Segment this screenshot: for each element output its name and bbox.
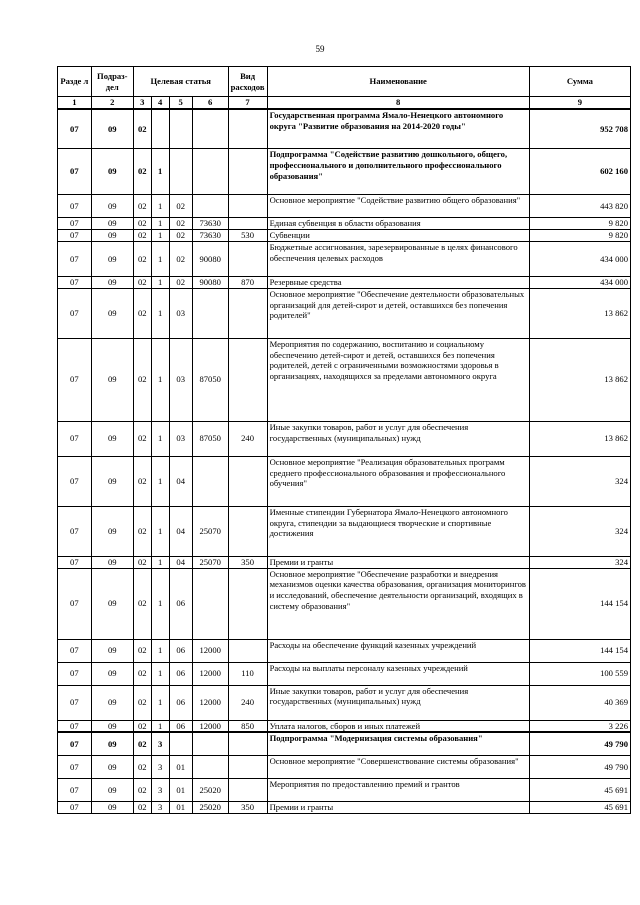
budget-table bbox=[57, 66, 631, 814]
name-cell: Именные стипендии Губернатора Ямало-Ненецкого автономного округа, стипендии за выдающиеся творческие и спортивные достижения bbox=[267, 506, 529, 556]
direction-code-cell bbox=[192, 109, 228, 149]
podrazdel-cell: 09 bbox=[91, 456, 133, 506]
table-row bbox=[58, 230, 631, 242]
razdel-cell: 07 bbox=[58, 149, 92, 195]
name-cell: Мероприятия по содержанию, воспитанию и социальному обеспечению детей-сирот и детей, оставшихся без попечения родителей, детей с ограниченными возможностями здоровья в организациях, находящихся за пределами автономного округа bbox=[267, 338, 529, 421]
subprogram-code-cell: 1 bbox=[151, 277, 169, 289]
subprogram-code-cell: 3 bbox=[151, 801, 169, 813]
expense-type-cell bbox=[228, 109, 267, 149]
program-code-cell: 02 bbox=[133, 218, 151, 230]
expense-type-cell bbox=[228, 288, 267, 338]
program-code-cell: 02 bbox=[133, 506, 151, 556]
program-code-cell: 02 bbox=[133, 639, 151, 662]
sum-cell: 324 bbox=[529, 556, 630, 568]
expense-type-cell bbox=[228, 755, 267, 778]
subprogram-code-cell: 1 bbox=[151, 639, 169, 662]
razdel-cell: 07 bbox=[58, 732, 92, 755]
program-code-cell: 02 bbox=[133, 568, 151, 639]
subprogram-code-cell: 3 bbox=[151, 755, 169, 778]
event-code-cell: 01 bbox=[169, 755, 192, 778]
direction-code-cell bbox=[192, 732, 228, 755]
event-code-cell: 04 bbox=[169, 506, 192, 556]
table-row bbox=[58, 639, 631, 662]
expense-type-cell bbox=[228, 506, 267, 556]
program-code-cell: 02 bbox=[133, 732, 151, 755]
name-cell: Основное мероприятие "Содействие развитию общего образования" bbox=[267, 195, 529, 218]
table-row bbox=[58, 109, 631, 149]
expense-type-cell: 850 bbox=[228, 720, 267, 732]
sum-cell: 324 bbox=[529, 506, 630, 556]
direction-code-cell: 12000 bbox=[192, 662, 228, 685]
sum-cell: 144 154 bbox=[529, 639, 630, 662]
name-cell: Государственная программа Ямало-Ненецкого автономного округа "Развитие образования на 2014-2020 годы" bbox=[267, 109, 529, 149]
sum-cell: 3 226 bbox=[529, 720, 630, 732]
podrazdel-cell: 09 bbox=[91, 755, 133, 778]
table-row bbox=[58, 218, 631, 230]
subprogram-code-cell: 1 bbox=[151, 230, 169, 242]
sum-cell: 9 820 bbox=[529, 218, 630, 230]
program-code-cell: 02 bbox=[133, 662, 151, 685]
name-cell: Основное мероприятие "Совершенствование системы образования" bbox=[267, 755, 529, 778]
direction-code-cell: 90080 bbox=[192, 242, 228, 277]
direction-code-cell: 73630 bbox=[192, 230, 228, 242]
sum-cell: 952 708 bbox=[529, 109, 630, 149]
sum-cell: 434 000 bbox=[529, 242, 630, 277]
direction-code-cell: 87050 bbox=[192, 338, 228, 421]
podrazdel-cell: 09 bbox=[91, 230, 133, 242]
table-row bbox=[58, 801, 631, 813]
name-cell: Основное мероприятие "Реализация образовательных программ среднего профессионального образования и профессионального обучения" bbox=[267, 456, 529, 506]
table-row bbox=[58, 421, 631, 456]
expense-type-cell bbox=[228, 242, 267, 277]
program-code-cell: 02 bbox=[133, 755, 151, 778]
program-code-cell: 02 bbox=[133, 556, 151, 568]
event-code-cell: 02 bbox=[169, 218, 192, 230]
subprogram-code-cell bbox=[151, 109, 169, 149]
razdel-cell: 07 bbox=[58, 288, 92, 338]
program-code-cell: 02 bbox=[133, 685, 151, 720]
subprogram-code-cell: 3 bbox=[151, 778, 169, 801]
subprogram-code-cell: 1 bbox=[151, 149, 169, 195]
column-numbers-row bbox=[58, 97, 631, 109]
podrazdel-cell: 09 bbox=[91, 801, 133, 813]
table-row bbox=[58, 755, 631, 778]
name-cell: Уплата налогов, сборов и иных платежей bbox=[267, 720, 529, 732]
header-razdel: Разде л bbox=[58, 67, 92, 97]
direction-code-cell bbox=[192, 195, 228, 218]
sum-cell: 13 862 bbox=[529, 421, 630, 456]
event-code-cell bbox=[169, 732, 192, 755]
razdel-cell: 07 bbox=[58, 506, 92, 556]
program-code-cell: 02 bbox=[133, 421, 151, 456]
direction-code-cell: 25020 bbox=[192, 801, 228, 813]
table-row bbox=[58, 662, 631, 685]
expense-type-cell bbox=[228, 778, 267, 801]
event-code-cell: 06 bbox=[169, 685, 192, 720]
direction-code-cell: 12000 bbox=[192, 720, 228, 732]
table-row bbox=[58, 149, 631, 195]
direction-code-cell: 25070 bbox=[192, 506, 228, 556]
name-cell: Подпрограмма "Содействие развитию дошкольного, общего, профессионального и дополнительного профессионального образования" bbox=[267, 149, 529, 195]
razdel-cell: 07 bbox=[58, 778, 92, 801]
event-code-cell: 04 bbox=[169, 456, 192, 506]
table-row bbox=[58, 456, 631, 506]
name-cell: Мероприятия по предоставлению премий и грантов bbox=[267, 778, 529, 801]
direction-code-cell bbox=[192, 456, 228, 506]
program-code-cell: 02 bbox=[133, 778, 151, 801]
table-row bbox=[58, 195, 631, 218]
table-row bbox=[58, 242, 631, 277]
direction-code-cell: 87050 bbox=[192, 421, 228, 456]
subprogram-code-cell: 1 bbox=[151, 662, 169, 685]
table-row bbox=[58, 732, 631, 755]
razdel-cell: 07 bbox=[58, 218, 92, 230]
direction-code-cell bbox=[192, 149, 228, 195]
name-cell: Подпрограмма "Модернизация системы образования" bbox=[267, 732, 529, 755]
sum-cell: 9 820 bbox=[529, 230, 630, 242]
column-number: 3 bbox=[133, 97, 151, 109]
subprogram-code-cell: 1 bbox=[151, 456, 169, 506]
name-cell: Бюджетные ассигнования, зарезервированные в целях финансового обеспечения целевых расходов bbox=[267, 242, 529, 277]
event-code-cell: 03 bbox=[169, 338, 192, 421]
expense-type-cell bbox=[228, 568, 267, 639]
expense-type-cell: 240 bbox=[228, 685, 267, 720]
program-code-cell: 02 bbox=[133, 338, 151, 421]
razdel-cell: 07 bbox=[58, 242, 92, 277]
subprogram-code-cell: 1 bbox=[151, 242, 169, 277]
sum-cell: 45 691 bbox=[529, 801, 630, 813]
event-code-cell: 06 bbox=[169, 568, 192, 639]
program-code-cell: 02 bbox=[133, 720, 151, 732]
column-number: 9 bbox=[529, 97, 630, 109]
subprogram-code-cell: 1 bbox=[151, 195, 169, 218]
subprogram-code-cell: 1 bbox=[151, 685, 169, 720]
podrazdel-cell: 09 bbox=[91, 568, 133, 639]
table-row bbox=[58, 338, 631, 421]
name-cell: Премии и гранты bbox=[267, 556, 529, 568]
direction-code-cell: 73630 bbox=[192, 218, 228, 230]
sum-cell: 434 000 bbox=[529, 277, 630, 289]
podrazdel-cell: 09 bbox=[91, 288, 133, 338]
expense-type-cell bbox=[228, 456, 267, 506]
razdel-cell: 07 bbox=[58, 230, 92, 242]
expense-type-cell: 240 bbox=[228, 421, 267, 456]
podrazdel-cell: 09 bbox=[91, 277, 133, 289]
subprogram-code-cell: 1 bbox=[151, 288, 169, 338]
sum-cell: 45 691 bbox=[529, 778, 630, 801]
podrazdel-cell: 09 bbox=[91, 421, 133, 456]
header-podrazdel: Подраз- дел bbox=[91, 67, 133, 97]
direction-code-cell: 90080 bbox=[192, 277, 228, 289]
table-row bbox=[58, 778, 631, 801]
podrazdel-cell: 09 bbox=[91, 778, 133, 801]
name-cell: Основное мероприятие "Обеспечение деятельности образовательных организаций для детей-сирот и детей, оставшихся без попечения родителей" bbox=[267, 288, 529, 338]
program-code-cell: 02 bbox=[133, 801, 151, 813]
subprogram-code-cell: 1 bbox=[151, 506, 169, 556]
direction-code-cell bbox=[192, 755, 228, 778]
table-row bbox=[58, 720, 631, 732]
event-code-cell: 01 bbox=[169, 778, 192, 801]
sum-cell: 443 820 bbox=[529, 195, 630, 218]
podrazdel-cell: 09 bbox=[91, 639, 133, 662]
table-body bbox=[58, 109, 631, 813]
program-code-cell: 02 bbox=[133, 230, 151, 242]
podrazdel-cell: 09 bbox=[91, 195, 133, 218]
sum-cell: 324 bbox=[529, 456, 630, 506]
direction-code-cell: 12000 bbox=[192, 639, 228, 662]
subprogram-code-cell: 1 bbox=[151, 218, 169, 230]
podrazdel-cell: 09 bbox=[91, 662, 133, 685]
expense-type-cell bbox=[228, 149, 267, 195]
razdel-cell: 07 bbox=[58, 685, 92, 720]
expense-type-cell bbox=[228, 732, 267, 755]
podrazdel-cell: 09 bbox=[91, 720, 133, 732]
expense-type-cell: 110 bbox=[228, 662, 267, 685]
podrazdel-cell: 09 bbox=[91, 506, 133, 556]
name-cell: Расходы на обеспечение функций казенных учреждений bbox=[267, 639, 529, 662]
name-cell: Субвенции bbox=[267, 230, 529, 242]
event-code-cell: 03 bbox=[169, 288, 192, 338]
expense-type-cell bbox=[228, 218, 267, 230]
razdel-cell: 07 bbox=[58, 639, 92, 662]
name-cell: Премии и гранты bbox=[267, 801, 529, 813]
razdel-cell: 07 bbox=[58, 801, 92, 813]
event-code-cell: 02 bbox=[169, 230, 192, 242]
program-code-cell: 02 bbox=[133, 149, 151, 195]
sum-cell: 49 790 bbox=[529, 755, 630, 778]
program-code-cell: 02 bbox=[133, 242, 151, 277]
header-row bbox=[58, 67, 631, 97]
expense-type-cell: 350 bbox=[228, 801, 267, 813]
table-row bbox=[58, 568, 631, 639]
subprogram-code-cell: 1 bbox=[151, 720, 169, 732]
razdel-cell: 07 bbox=[58, 662, 92, 685]
column-number: 5 bbox=[169, 97, 192, 109]
event-code-cell: 02 bbox=[169, 277, 192, 289]
subprogram-code-cell: 1 bbox=[151, 568, 169, 639]
page-number: 59 bbox=[315, 44, 325, 54]
event-code-cell bbox=[169, 149, 192, 195]
razdel-cell: 07 bbox=[58, 556, 92, 568]
column-number: 8 bbox=[267, 97, 529, 109]
name-cell: Единая субвенция в области образования bbox=[267, 218, 529, 230]
subprogram-code-cell: 3 bbox=[151, 732, 169, 755]
event-code-cell: 06 bbox=[169, 720, 192, 732]
direction-code-cell bbox=[192, 568, 228, 639]
column-number: 2 bbox=[91, 97, 133, 109]
event-code-cell: 03 bbox=[169, 421, 192, 456]
table-row bbox=[58, 506, 631, 556]
header-vid-raskhodov: Вид расходов bbox=[228, 67, 267, 97]
direction-code-cell: 25020 bbox=[192, 778, 228, 801]
event-code-cell bbox=[169, 109, 192, 149]
header-summa: Сумма bbox=[529, 67, 630, 97]
sum-cell: 40 369 bbox=[529, 685, 630, 720]
expense-type-cell: 530 bbox=[228, 230, 267, 242]
podrazdel-cell: 09 bbox=[91, 338, 133, 421]
razdel-cell: 07 bbox=[58, 456, 92, 506]
direction-code-cell: 25070 bbox=[192, 556, 228, 568]
podrazdel-cell: 09 bbox=[91, 109, 133, 149]
subprogram-code-cell: 1 bbox=[151, 556, 169, 568]
table-row bbox=[58, 288, 631, 338]
name-cell: Расходы на выплаты персоналу казенных учреждений bbox=[267, 662, 529, 685]
column-number: 1 bbox=[58, 97, 92, 109]
expense-type-cell: 870 bbox=[228, 277, 267, 289]
podrazdel-cell: 09 bbox=[91, 556, 133, 568]
razdel-cell: 07 bbox=[58, 755, 92, 778]
expense-type-cell: 350 bbox=[228, 556, 267, 568]
program-code-cell: 02 bbox=[133, 288, 151, 338]
sum-cell: 144 154 bbox=[529, 568, 630, 639]
name-cell: Иные закупки товаров, работ и услуг для обеспечения государственных (муниципальных) нужд bbox=[267, 685, 529, 720]
razdel-cell: 07 bbox=[58, 109, 92, 149]
name-cell: Иные закупки товаров, работ и услуг для обеспечения государственных (муниципальных) нужд bbox=[267, 421, 529, 456]
header-tselevaya-statya: Целевая статья bbox=[133, 67, 228, 97]
direction-code-cell bbox=[192, 288, 228, 338]
event-code-cell: 06 bbox=[169, 662, 192, 685]
program-code-cell: 02 bbox=[133, 109, 151, 149]
razdel-cell: 07 bbox=[58, 338, 92, 421]
podrazdel-cell: 09 bbox=[91, 242, 133, 277]
razdel-cell: 07 bbox=[58, 568, 92, 639]
podrazdel-cell: 09 bbox=[91, 685, 133, 720]
podrazdel-cell: 09 bbox=[91, 149, 133, 195]
expense-type-cell bbox=[228, 195, 267, 218]
header-naimenovanie: Наименование bbox=[267, 67, 529, 97]
sum-cell: 100 559 bbox=[529, 662, 630, 685]
event-code-cell: 02 bbox=[169, 195, 192, 218]
event-code-cell: 04 bbox=[169, 556, 192, 568]
expense-type-cell bbox=[228, 639, 267, 662]
table-row bbox=[58, 277, 631, 289]
table-row bbox=[58, 685, 631, 720]
expense-type-cell bbox=[228, 338, 267, 421]
program-code-cell: 02 bbox=[133, 456, 151, 506]
subprogram-code-cell: 1 bbox=[151, 338, 169, 421]
podrazdel-cell: 09 bbox=[91, 218, 133, 230]
table-row bbox=[58, 556, 631, 568]
sum-cell: 602 160 bbox=[529, 149, 630, 195]
direction-code-cell: 12000 bbox=[192, 685, 228, 720]
razdel-cell: 07 bbox=[58, 720, 92, 732]
sum-cell: 49 790 bbox=[529, 732, 630, 755]
sum-cell: 13 862 bbox=[529, 288, 630, 338]
sum-cell: 13 862 bbox=[529, 338, 630, 421]
podrazdel-cell: 09 bbox=[91, 732, 133, 755]
event-code-cell: 02 bbox=[169, 242, 192, 277]
razdel-cell: 07 bbox=[58, 195, 92, 218]
column-number: 7 bbox=[228, 97, 267, 109]
razdel-cell: 07 bbox=[58, 421, 92, 456]
subprogram-code-cell: 1 bbox=[151, 421, 169, 456]
name-cell: Основное мероприятие "Обеспечение разработки и внедрения механизмов оценки качества образования, организация мониторингов и исследований, обеспечение деятельности организаций, входящих в систему образования" bbox=[267, 568, 529, 639]
name-cell: Резервные средства bbox=[267, 277, 529, 289]
column-number: 4 bbox=[151, 97, 169, 109]
program-code-cell: 02 bbox=[133, 277, 151, 289]
column-number: 6 bbox=[192, 97, 228, 109]
program-code-cell: 02 bbox=[133, 195, 151, 218]
event-code-cell: 06 bbox=[169, 639, 192, 662]
razdel-cell: 07 bbox=[58, 277, 92, 289]
event-code-cell: 01 bbox=[169, 801, 192, 813]
